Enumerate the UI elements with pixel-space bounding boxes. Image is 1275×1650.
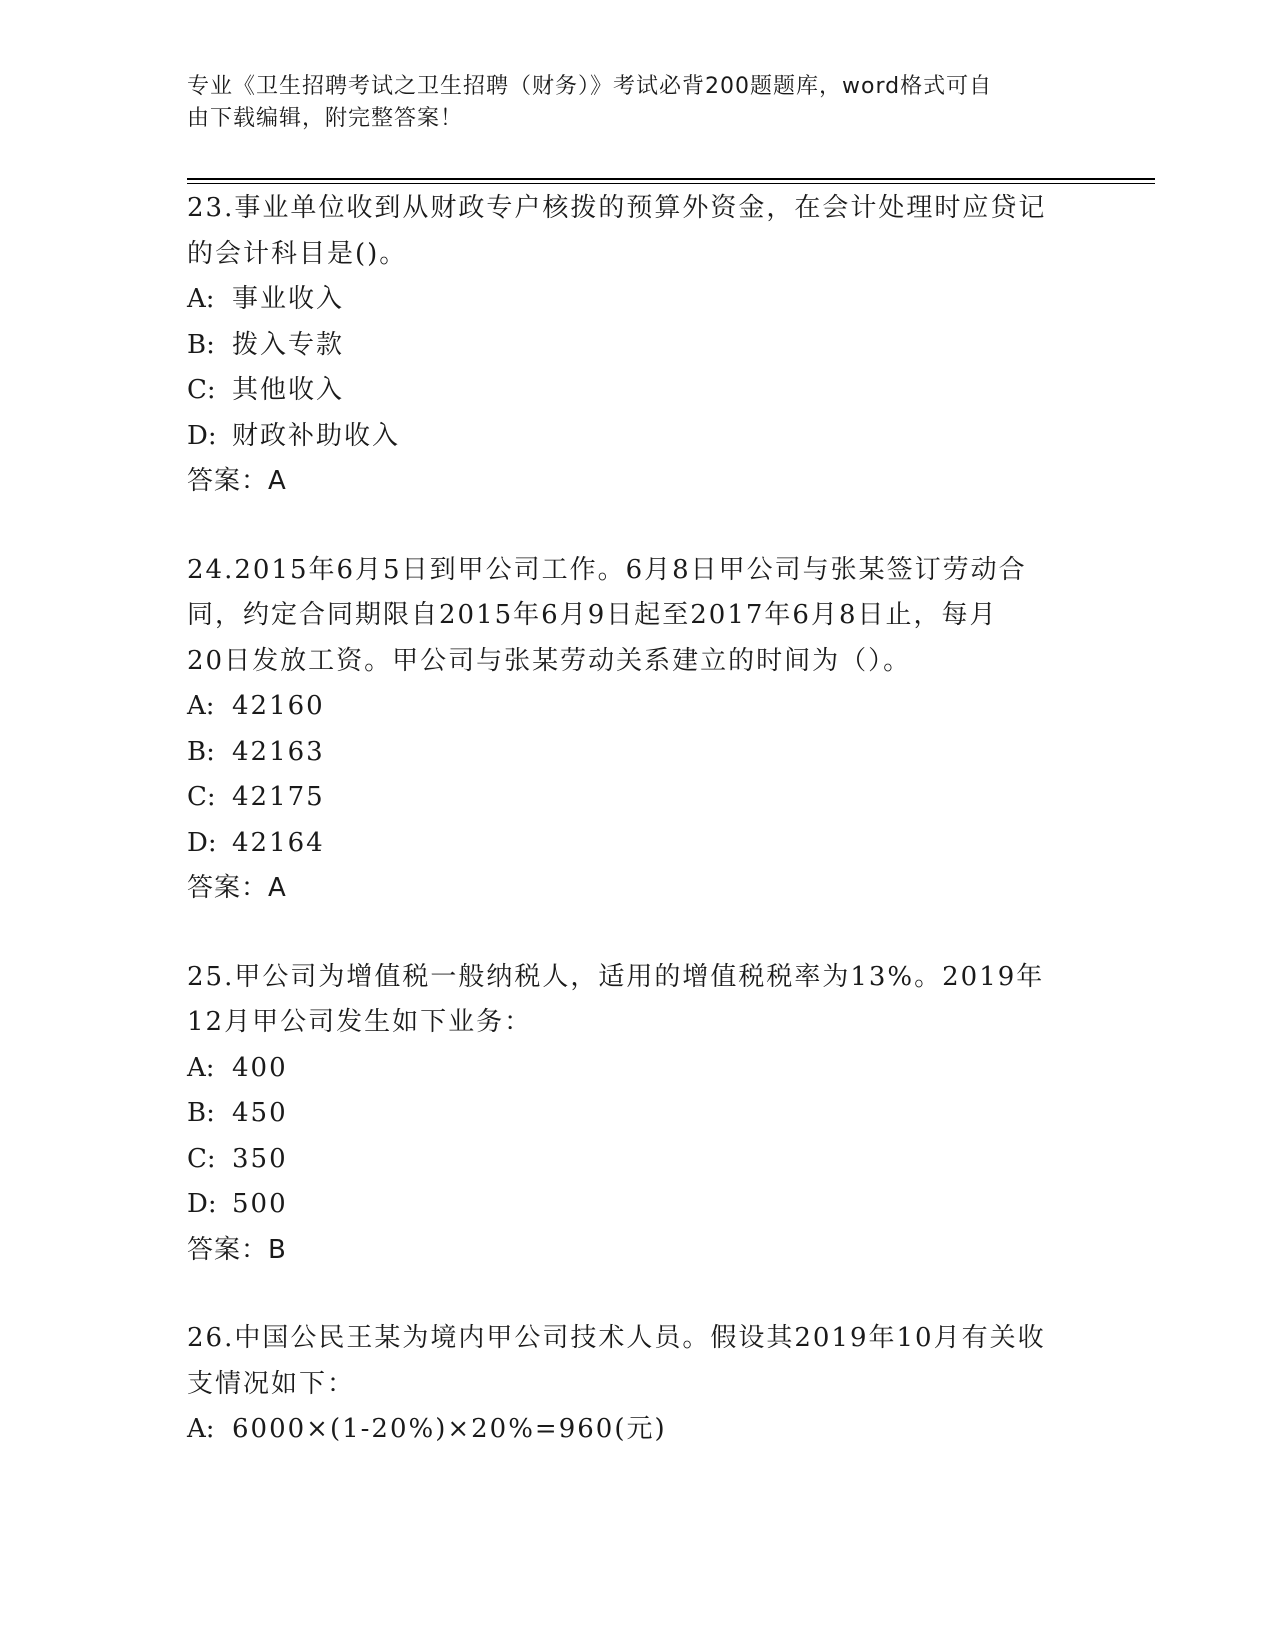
option-letter: C:: [187, 1143, 216, 1174]
option-letter: D:: [187, 827, 217, 858]
option-a: [187, 684, 1087, 730]
option-c: [187, 368, 1087, 414]
answer-line: 答案：B: [187, 1234, 287, 1265]
question-stem: [187, 955, 1087, 1046]
header-divider-thick: [187, 178, 1155, 180]
stem-line: 26.中国公民王某为境内甲公司技术人员。假设其2019年10月有关收: [187, 1323, 1046, 1353]
header-title-line-2: 由下载编辑，附完整答案！: [187, 106, 464, 131]
stem-line: 25.甲公司为增值税一般纳税人，适用的增值税税率为13%。2019年: [187, 961, 1045, 992]
option-a: [187, 1407, 1087, 1453]
option-letter: C:: [187, 782, 216, 812]
stem-line: 24.2015年6月5日到甲公司工作。6月8日甲公司与张某签订劳动合: [187, 554, 1027, 585]
option-a: [187, 277, 1087, 323]
option-b: [187, 1091, 1087, 1137]
option-text: 500: [232, 1189, 288, 1219]
stem-line: 的会计科目是()。: [187, 238, 408, 269]
option-text: 450: [232, 1098, 288, 1128]
option-text: 其他收入: [232, 375, 345, 405]
document-header: [187, 71, 1087, 135]
option-letter: B:: [187, 736, 215, 767]
option-text: 42164: [232, 827, 325, 858]
option-text: 事业收入: [232, 284, 345, 314]
option-d: [187, 821, 1087, 867]
question-stem: [187, 548, 1087, 685]
option-letter: A:: [187, 691, 215, 721]
option-b: [187, 730, 1087, 776]
option-text: 400: [232, 1052, 288, 1083]
option-c: [187, 775, 1087, 821]
option-text: 财政补助收入: [232, 420, 401, 451]
answer-line: 答案：A: [187, 466, 287, 496]
question-stem: [187, 1316, 1087, 1407]
option-text: 42163: [232, 736, 325, 767]
option-d: [187, 1182, 1087, 1228]
option-b: [187, 323, 1087, 369]
question-25: [187, 955, 1087, 1274]
option-c: [187, 1137, 1087, 1183]
question-list: [187, 186, 1087, 1496]
option-text: 42160: [232, 691, 325, 721]
question-26: [187, 1316, 1087, 1453]
option-text: 350: [232, 1143, 288, 1174]
stem-line: 支情况如下：: [187, 1368, 356, 1399]
option-letter: C:: [187, 375, 216, 405]
option-letter: A:: [187, 284, 215, 314]
option-letter: B:: [187, 329, 215, 360]
question-23: [187, 186, 1087, 505]
stem-line: 12月甲公司发生如下业务：: [187, 1007, 533, 1037]
option-text: 42175: [232, 782, 325, 812]
option-letter: B:: [187, 1098, 215, 1128]
option-letter: A:: [187, 1414, 215, 1444]
answer-line: 答案：A: [187, 873, 287, 903]
option-letter: D:: [187, 1189, 217, 1219]
stem-line: 20日发放工资。甲公司与张某劳动关系建立的时间为（）。: [187, 645, 912, 676]
header-title-line-1: 专业《卫生招聘考试之卫生招聘（财务）》考试必背200题题库，word格式可自: [187, 74, 993, 99]
question-stem: [187, 186, 1087, 277]
option-text: 拨入专款: [232, 329, 345, 360]
option-d: [187, 414, 1087, 460]
stem-line: 23.事业单位收到从财政专户核拨的预算外资金，在会计处理时应贷记: [187, 193, 1047, 223]
stem-line: 同，约定合同期限自2015年6月9日起至2017年6月8日止，每月: [187, 600, 998, 630]
header-divider-thin: [187, 183, 1155, 184]
option-a: [187, 1046, 1087, 1092]
option-text: 6000×(1-20%)×20%=960(元): [232, 1414, 667, 1444]
option-letter: D:: [187, 420, 217, 451]
question-24: [187, 548, 1087, 912]
option-letter: A:: [187, 1052, 215, 1083]
